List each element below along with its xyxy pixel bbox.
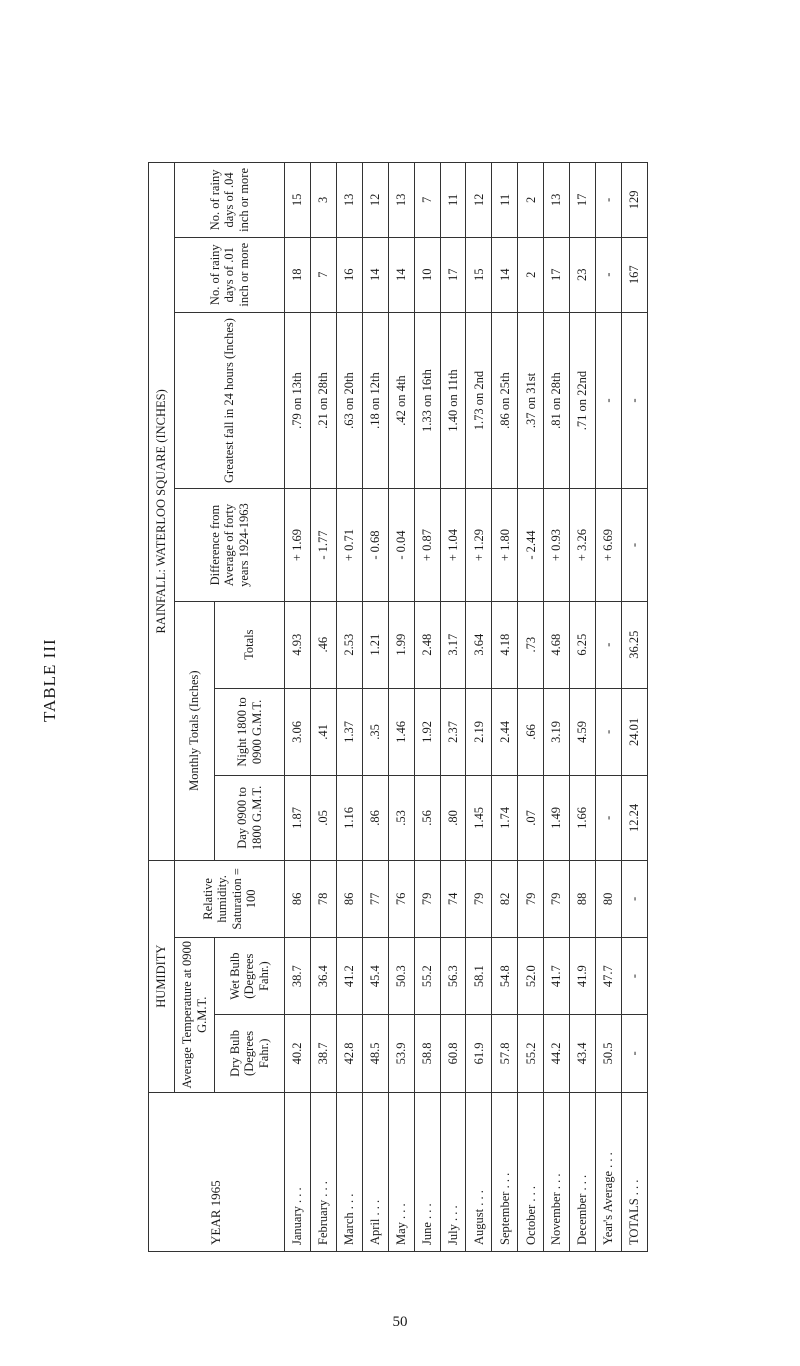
cell-wet: 50.3 bbox=[388, 938, 414, 1015]
header-wet-bulb: Wet Bulb (Degrees Fahr.) bbox=[215, 938, 285, 1015]
header-night: Night 1800 to 0900 G.M.T. bbox=[215, 688, 285, 775]
cell-greatest: .86 on 25th bbox=[492, 312, 518, 489]
cell-month: January . . . bbox=[285, 1092, 311, 1251]
cell-diff: + 3.26 bbox=[570, 489, 596, 601]
cell-total: .73 bbox=[518, 601, 544, 688]
cell-total: 4.93 bbox=[285, 601, 311, 688]
cell-greatest: .37 on 31st bbox=[518, 312, 544, 489]
cell-total: 1.99 bbox=[388, 601, 414, 688]
cell-day: .86 bbox=[362, 776, 388, 861]
cell-greatest: .63 on 20th bbox=[336, 312, 362, 489]
cell-d04: 15 bbox=[285, 163, 311, 238]
cell-month: June . . . bbox=[414, 1092, 440, 1251]
cell-wet: 54.8 bbox=[492, 938, 518, 1015]
cell-day: .05 bbox=[310, 776, 336, 861]
cell-wet: - bbox=[621, 938, 647, 1015]
cell-day: .53 bbox=[388, 776, 414, 861]
cell-d04: - bbox=[596, 163, 622, 238]
cell-rh: - bbox=[621, 860, 647, 937]
cell-greatest: .21 on 28th bbox=[310, 312, 336, 489]
header-greatest-fall: Greatest fall in 24 hours (Inches) bbox=[175, 312, 285, 489]
header-humidity-group: HUMIDITY bbox=[149, 860, 175, 1092]
cell-rh: 74 bbox=[440, 860, 466, 937]
cell-month: Year's Average . . . bbox=[596, 1092, 622, 1251]
cell-day: 1.74 bbox=[492, 776, 518, 861]
cell-d01: 10 bbox=[414, 237, 440, 312]
header-avg-temperature: Average Temperature at 0900 G.M.T. bbox=[175, 938, 215, 1093]
header-rainy-days-04: No. of rainy days of .04 inch or more bbox=[175, 163, 285, 238]
cell-diff: + 6.69 bbox=[596, 489, 622, 601]
cell-diff: - 1.77 bbox=[310, 489, 336, 601]
header-dry-bulb: Dry Bulb (Degrees Fahr.) bbox=[215, 1015, 285, 1092]
cell-diff: + 0.93 bbox=[544, 489, 570, 601]
cell-dry: 60.8 bbox=[440, 1015, 466, 1092]
cell-rh: 79 bbox=[518, 860, 544, 937]
cell-dry: 58.8 bbox=[414, 1015, 440, 1092]
cell-dry: 42.8 bbox=[336, 1015, 362, 1092]
cell-diff: - 0.04 bbox=[388, 489, 414, 601]
cell-rh: 86 bbox=[336, 860, 362, 937]
header-relative-humidity: Relative humidity. Saturation = 100 bbox=[175, 860, 285, 937]
cell-night: 1.37 bbox=[336, 688, 362, 775]
cell-d04: 17 bbox=[570, 163, 596, 238]
cell-total: - bbox=[596, 601, 622, 688]
cell-month: April . . . bbox=[362, 1092, 388, 1251]
cell-rh: 76 bbox=[388, 860, 414, 937]
cell-rh: 79 bbox=[544, 860, 570, 937]
cell-night: .66 bbox=[518, 688, 544, 775]
cell-dry: 61.9 bbox=[466, 1015, 492, 1092]
cell-d01: 15 bbox=[466, 237, 492, 312]
table-row bbox=[285, 163, 311, 1252]
cell-dry: 48.5 bbox=[362, 1015, 388, 1092]
cell-total: 2.48 bbox=[414, 601, 440, 688]
cell-total: 1.21 bbox=[362, 601, 388, 688]
cell-month: October . . . bbox=[518, 1092, 544, 1251]
cell-night: - bbox=[596, 688, 622, 775]
cell-d01: 14 bbox=[388, 237, 414, 312]
cell-day: 1.16 bbox=[336, 776, 362, 861]
cell-rh: 79 bbox=[466, 860, 492, 937]
cell-diff: + 0.87 bbox=[414, 489, 440, 601]
cell-day: 12.24 bbox=[621, 776, 647, 861]
cell-night: .41 bbox=[310, 688, 336, 775]
rotated-table-container bbox=[148, 162, 648, 1252]
cell-greatest: .71 on 22nd bbox=[570, 312, 596, 489]
cell-diff: + 1.80 bbox=[492, 489, 518, 601]
cell-night: 24.01 bbox=[621, 688, 647, 775]
cell-day: .80 bbox=[440, 776, 466, 861]
table-row bbox=[570, 163, 596, 1252]
cell-day: .56 bbox=[414, 776, 440, 861]
weather-table bbox=[148, 162, 648, 1252]
cell-total: .46 bbox=[310, 601, 336, 688]
cell-d04: 13 bbox=[336, 163, 362, 238]
cell-night: 2.37 bbox=[440, 688, 466, 775]
cell-dry: 44.2 bbox=[544, 1015, 570, 1092]
cell-d04: 3 bbox=[310, 163, 336, 238]
cell-day: 1.66 bbox=[570, 776, 596, 861]
table-row bbox=[621, 163, 647, 1252]
cell-night: 4.59 bbox=[570, 688, 596, 775]
cell-dry: 57.8 bbox=[492, 1015, 518, 1092]
cell-total: 4.18 bbox=[492, 601, 518, 688]
cell-night: 3.06 bbox=[285, 688, 311, 775]
cell-d01: 14 bbox=[492, 237, 518, 312]
cell-month: December . . . bbox=[570, 1092, 596, 1251]
cell-rh: 86 bbox=[285, 860, 311, 937]
cell-d01: 16 bbox=[336, 237, 362, 312]
cell-rh: 79 bbox=[414, 860, 440, 937]
cell-greatest: .81 on 28th bbox=[544, 312, 570, 489]
cell-d01: 14 bbox=[362, 237, 388, 312]
page-title: TABLE III bbox=[40, 638, 59, 722]
cell-rh: 80 bbox=[596, 860, 622, 937]
header-day: Day 0900 to 1800 G.M.T. bbox=[215, 776, 285, 861]
cell-month: February . . . bbox=[310, 1092, 336, 1251]
cell-wet: 41.7 bbox=[544, 938, 570, 1015]
cell-dry: - bbox=[621, 1015, 647, 1092]
cell-diff: + 1.69 bbox=[285, 489, 311, 601]
cell-rh: 82 bbox=[492, 860, 518, 937]
cell-greatest: .42 on 4th bbox=[388, 312, 414, 489]
cell-month: September . . . bbox=[492, 1092, 518, 1251]
cell-wet: 38.7 bbox=[285, 938, 311, 1015]
cell-dry: 40.2 bbox=[285, 1015, 311, 1092]
table-row bbox=[362, 163, 388, 1252]
cell-wet: 45.4 bbox=[362, 938, 388, 1015]
cell-d01: 2 bbox=[518, 237, 544, 312]
cell-night: 3.19 bbox=[544, 688, 570, 775]
cell-d01: 17 bbox=[544, 237, 570, 312]
cell-rh: 88 bbox=[570, 860, 596, 937]
cell-d01: 7 bbox=[310, 237, 336, 312]
header-year: YEAR 1965 bbox=[149, 1092, 285, 1251]
cell-d04: 13 bbox=[544, 163, 570, 238]
table-row bbox=[466, 163, 492, 1252]
header-rainy-days-01: No. of rainy days of .01 inch or more bbox=[175, 237, 285, 312]
cell-day: 1.87 bbox=[285, 776, 311, 861]
table-row bbox=[596, 163, 622, 1252]
cell-diff: + 1.29 bbox=[466, 489, 492, 601]
cell-total: 3.64 bbox=[466, 601, 492, 688]
cell-dry: 53.9 bbox=[388, 1015, 414, 1092]
cell-diff: - 0.68 bbox=[362, 489, 388, 601]
cell-wet: 41.9 bbox=[570, 938, 596, 1015]
cell-diff: - 2.44 bbox=[518, 489, 544, 601]
cell-greatest: - bbox=[596, 312, 622, 489]
cell-day: - bbox=[596, 776, 622, 861]
cell-d01: - bbox=[596, 237, 622, 312]
cell-day: 1.49 bbox=[544, 776, 570, 861]
cell-day: .07 bbox=[518, 776, 544, 861]
cell-dry: 43.4 bbox=[570, 1015, 596, 1092]
cell-greatest: .18 on 12th bbox=[362, 312, 388, 489]
cell-greatest: 1.40 on 11th bbox=[440, 312, 466, 489]
cell-d01: 17 bbox=[440, 237, 466, 312]
table-body bbox=[285, 163, 648, 1252]
table-row bbox=[492, 163, 518, 1252]
table-row bbox=[336, 163, 362, 1252]
page-number: 50 bbox=[392, 1314, 408, 1330]
cell-greatest: 1.33 on 16th bbox=[414, 312, 440, 489]
cell-greatest: .79 on 13th bbox=[285, 312, 311, 489]
cell-d04: 2 bbox=[518, 163, 544, 238]
cell-wet: 58.1 bbox=[466, 938, 492, 1015]
table-row bbox=[544, 163, 570, 1252]
cell-diff: + 1.04 bbox=[440, 489, 466, 601]
cell-night: 2.44 bbox=[492, 688, 518, 775]
cell-month: July . . . bbox=[440, 1092, 466, 1251]
table-row bbox=[440, 163, 466, 1252]
cell-diff: + 0.71 bbox=[336, 489, 362, 601]
header-monthly-totals: Monthly Totals (Inches) bbox=[175, 601, 215, 860]
cell-wet: 55.2 bbox=[414, 938, 440, 1015]
cell-d04: 7 bbox=[414, 163, 440, 238]
cell-night: .35 bbox=[362, 688, 388, 775]
cell-night: 1.46 bbox=[388, 688, 414, 775]
cell-total: 4.68 bbox=[544, 601, 570, 688]
cell-dry: 50.5 bbox=[596, 1015, 622, 1092]
cell-greatest: - bbox=[621, 312, 647, 489]
table-row bbox=[518, 163, 544, 1252]
cell-wet: 52.0 bbox=[518, 938, 544, 1015]
cell-month: November . . . bbox=[544, 1092, 570, 1251]
cell-month: May . . . bbox=[388, 1092, 414, 1251]
cell-month: TOTALS . . . bbox=[621, 1092, 647, 1251]
cell-d04: 129 bbox=[621, 163, 647, 238]
cell-rh: 78 bbox=[310, 860, 336, 937]
cell-total: 6.25 bbox=[570, 601, 596, 688]
cell-greatest: 1.73 on 2nd bbox=[466, 312, 492, 489]
cell-dry: 38.7 bbox=[310, 1015, 336, 1092]
table-row bbox=[388, 163, 414, 1252]
cell-month: August . . . bbox=[466, 1092, 492, 1251]
cell-d04: 13 bbox=[388, 163, 414, 238]
cell-d01: 23 bbox=[570, 237, 596, 312]
cell-day: 1.45 bbox=[466, 776, 492, 861]
cell-d04: 11 bbox=[492, 163, 518, 238]
header-rainfall-title: RAINFALL: WATERLOO SQUARE (INCHES) bbox=[149, 163, 175, 861]
cell-night: 1.92 bbox=[414, 688, 440, 775]
cell-d01: 18 bbox=[285, 237, 311, 312]
cell-d04: 11 bbox=[440, 163, 466, 238]
cell-wet: 36.4 bbox=[310, 938, 336, 1015]
cell-wet: 41.2 bbox=[336, 938, 362, 1015]
cell-dry: 55.2 bbox=[518, 1015, 544, 1092]
cell-month: March . . . bbox=[336, 1092, 362, 1251]
table-row bbox=[414, 163, 440, 1252]
cell-total: 36.25 bbox=[621, 601, 647, 688]
cell-d04: 12 bbox=[362, 163, 388, 238]
table-row bbox=[310, 163, 336, 1252]
cell-total: 3.17 bbox=[440, 601, 466, 688]
cell-diff: - bbox=[621, 489, 647, 601]
cell-wet: 56.3 bbox=[440, 938, 466, 1015]
cell-d04: 12 bbox=[466, 163, 492, 238]
header-difference: Difference from Average of forty years 1924-1963 bbox=[175, 489, 285, 601]
cell-d01: 167 bbox=[621, 237, 647, 312]
cell-total: 2.53 bbox=[336, 601, 362, 688]
header-totals: Totals bbox=[215, 601, 285, 688]
cell-night: 2.19 bbox=[466, 688, 492, 775]
cell-rh: 77 bbox=[362, 860, 388, 937]
cell-wet: 47.7 bbox=[596, 938, 622, 1015]
